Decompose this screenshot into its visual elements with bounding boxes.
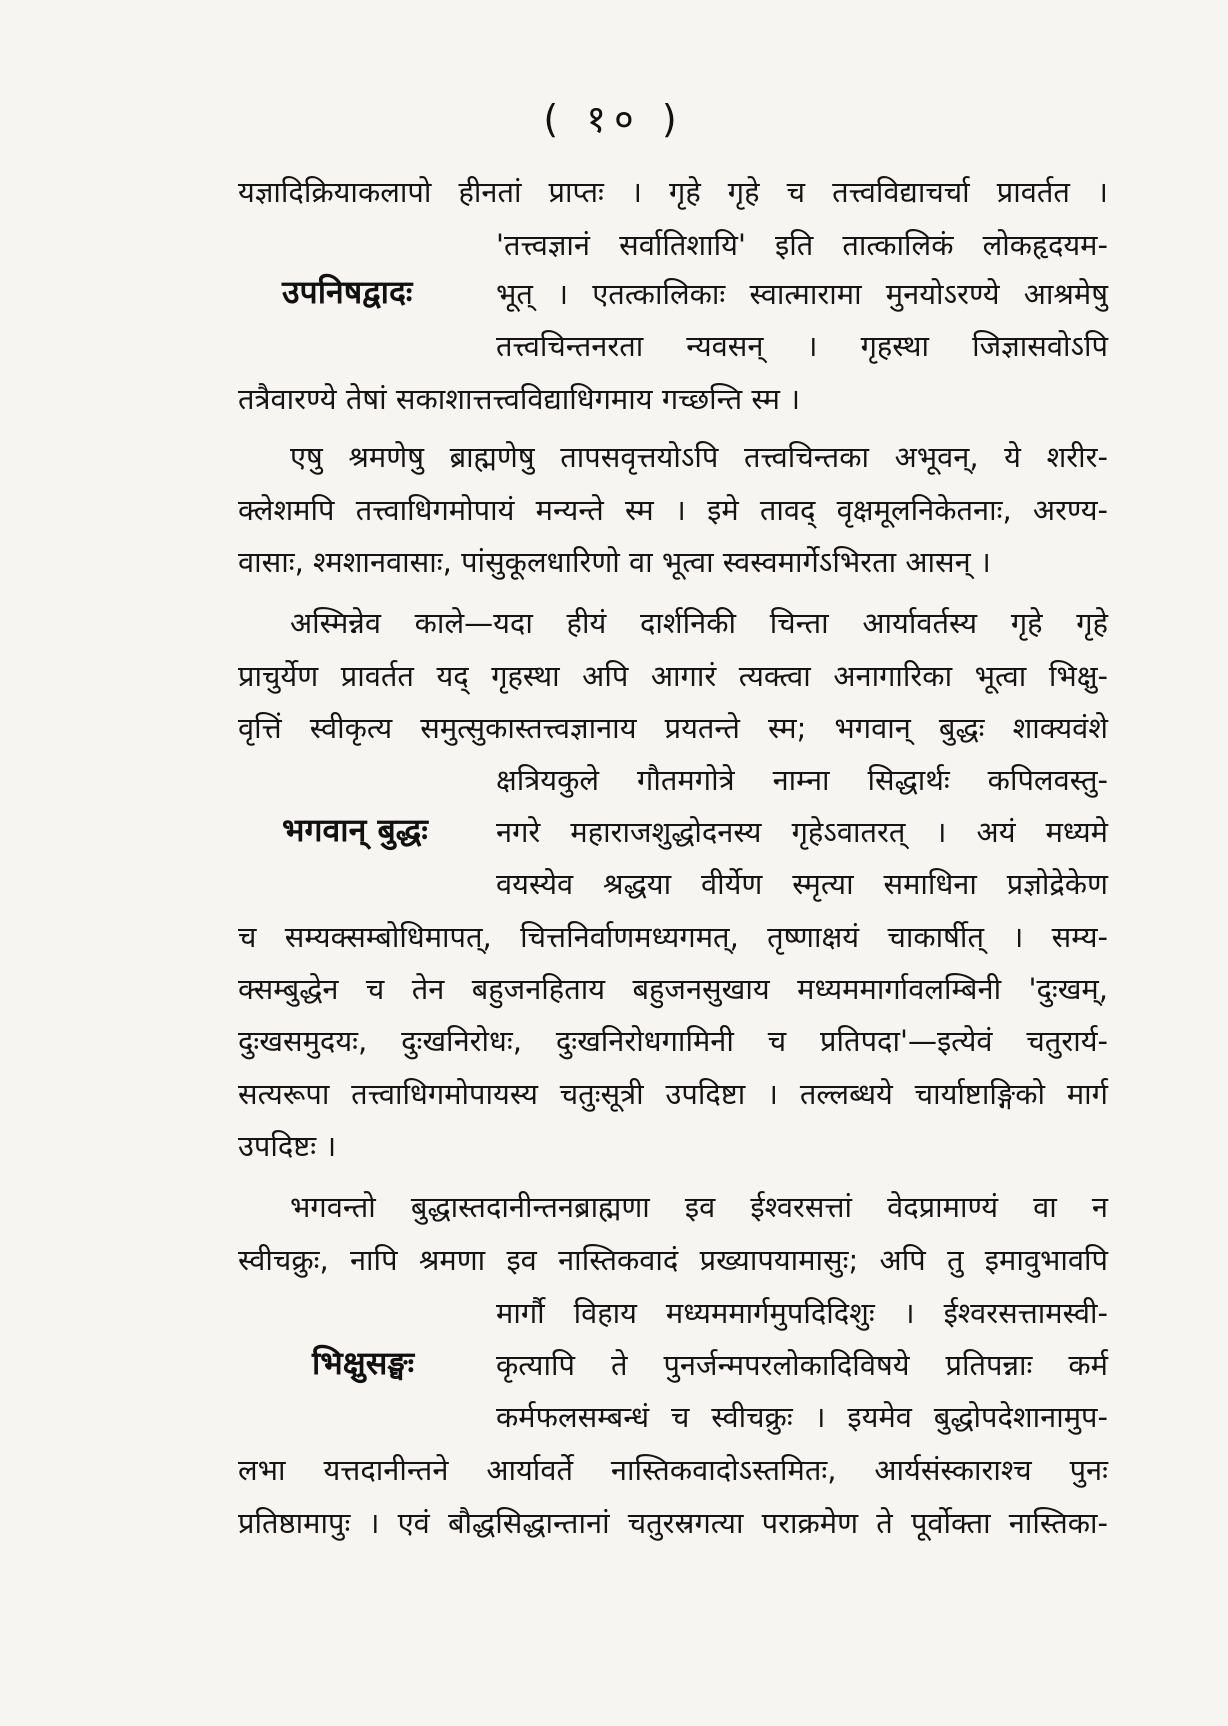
text-line: तत्त्वचिन्तनरता न्यवसन् । गृहस्था जिज्ञासवोऽपि bbox=[496, 329, 1108, 363]
text-line: कृत्यापि ते पुनर्जन्मपरलोकादिविषये प्रतिपन्नाः कर्म bbox=[496, 1348, 1108, 1382]
text-line: भूत् । एतत्कालिकाः स्वात्मारामा मुनयोऽरण्ये आश्रमेषु bbox=[496, 277, 1108, 311]
text-line: भगवन्तो बुद्धास्तदानीन्तनब्राह्मणा इव ईश्वरसत्तां वेदप्रामाण्यं वा न bbox=[290, 1190, 1108, 1224]
text-line: एषु श्रमणेषु ब्राह्मणेषु तापसवृत्तयोऽपि तत्त्वचिन्तका अभूवन्, ये शरीर- bbox=[290, 440, 1108, 474]
side-heading-upanishad: उपनिषद्वादः bbox=[282, 273, 413, 311]
text-line: क्लेशमपि तत्त्वाधिगमोपायं मन्यन्ते स्म । इमे तावद् वृक्षमूलनिकेतनाः, अरण्य- bbox=[238, 493, 1108, 527]
text-line: मार्गौ विहाय मध्यममार्गमुपदिदिशुः । ईश्वरसत्तामस्वी- bbox=[496, 1296, 1108, 1330]
text-line: 'तत्त्वज्ञानं सर्वातिशायि' इति तात्कालिकं लोकहृदयम- bbox=[496, 228, 1108, 262]
text-line: अस्मिन्नेव काले—यदा हीयं दार्शनिकी चिन्ता आर्यावर्तस्य गृहे गृहे bbox=[290, 606, 1108, 640]
text-line: लभा यत्तदानीन्तने आर्यावर्ते नास्तिकवादोऽस्तमितः, आर्यसंस्काराश्च पुनः bbox=[238, 1453, 1108, 1487]
text-line: दुःखसमुदयः, दुःखनिरोधः, दुःखनिरोधगामिनी च प्रतिपदा'—इत्येवं चतुरार्य- bbox=[238, 1024, 1108, 1058]
text-line: प्राचुर्येण प्रावर्तत यद् गृहस्था अपि आगारं त्यक्त्वा अनागारिका भूत्वा भिक्षु- bbox=[238, 659, 1108, 693]
text-line: कर्मफलसम्बन्धं च स्वीचक्रुः । इयमेव बुद्धोपदेशानामुप- bbox=[496, 1400, 1108, 1434]
text-line: क्सम्बुद्धेन च तेन बहुजनहिताय बहुजनसुखाय मध्यममार्गावलम्बिनी 'दुःखम्, bbox=[238, 972, 1108, 1006]
text-line: स्वीचक्रुः, नापि श्रमणा इव नास्तिकवादं प्रख्यापयामासुः; अपि तु इमावुभावपि bbox=[238, 1243, 1108, 1277]
text-line: उपदिष्टः । bbox=[238, 1129, 337, 1163]
text-line: वयस्येव श्रद्धया वीर्येण स्मृत्या समाधिना प्रज्ञोद्रेकेण bbox=[496, 867, 1108, 901]
text-line: प्रतिष्ठामापुः । एवं बौद्धसिद्धान्तानां चतुरस्रगत्या पराक्रमेण ते पूर्वोक्ता नास्तिका- bbox=[238, 1506, 1108, 1540]
text-line: नगरे महाराजशुद्धोदनस्य गृहेऽवातरत् । अयं मध्यमे bbox=[496, 815, 1108, 849]
text-line: क्षत्रियकुले गौतमगोत्रे नाम्ना सिद्धार्थः कपिलवस्तु- bbox=[496, 763, 1108, 797]
side-heading-bhagavan: भगवान् बुद्धः bbox=[282, 811, 428, 849]
text-line: सत्यरूपा तत्त्वाधिगमोपायस्य चतुःसूत्री उपदिष्टा । तल्लब्धये चार्याष्टाङ्गिको मार्ग bbox=[238, 1077, 1108, 1111]
text-line: तत्रैवारण्ये तेषां सकाशात्तत्त्वविद्याधिगमाय गच्छन्ति स्म । bbox=[238, 382, 801, 416]
text-line: च सम्यक्सम्बोधिमापत्, चित्तनिर्वाणमध्यगमत्, तृष्णाक्षयं चाकार्षीत् । सम्य- bbox=[238, 920, 1108, 954]
page-number: ( १० ) bbox=[543, 97, 685, 141]
text-line: वृत्तिं स्वीकृत्य समुत्सुकास्तत्त्वज्ञानाय प्रयतन्ते स्म; भगवान् बुद्धः शाक्यवंशे bbox=[238, 711, 1108, 745]
text-line: वासाः, श्मशानवासाः, पांसुकूलधारिणो वा भूत्वा स्वस्वमार्गेऽभिरता आसन् । bbox=[238, 545, 991, 579]
side-heading-bhikshu: भिक्षुसङ्घः bbox=[312, 1344, 415, 1382]
text-line: यज्ञादिक्रियाकलापो हीनतां प्राप्तः । गृहे गृहे च तत्त्वविद्याचर्चा प्रावर्तत । bbox=[238, 175, 1108, 209]
